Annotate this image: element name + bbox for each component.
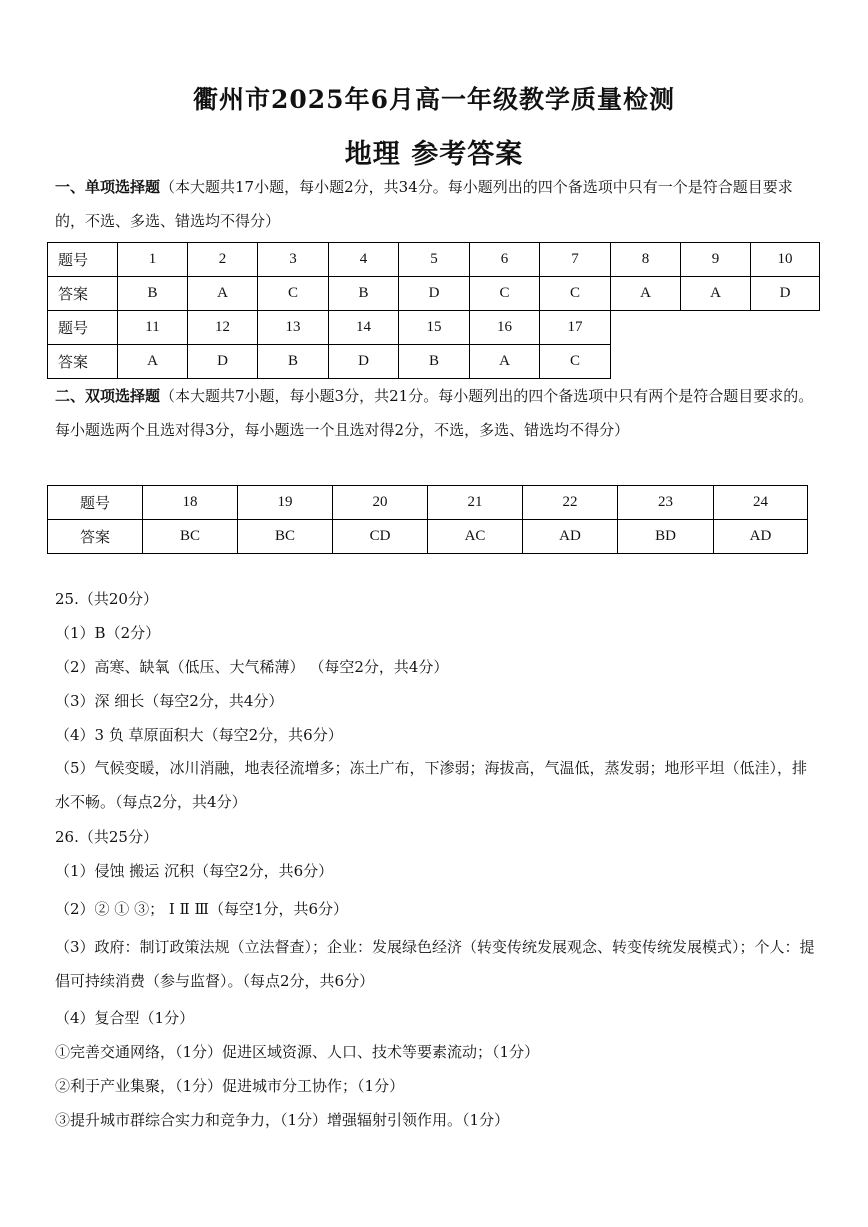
section1-intro	[55, 170, 815, 238]
row-label: 答案	[48, 345, 118, 379]
q25-answer-2: （2）高寒、缺氧（低压、大气稀薄） （每空2分，共4分）	[55, 658, 449, 676]
question-number: 3	[258, 243, 329, 277]
question-number: 21	[428, 486, 523, 520]
question-number: 19	[238, 486, 333, 520]
question-number: 12	[188, 311, 258, 345]
q26-point-1: ①完善交通网络，（1分）促进区域资源、人口、技术等要素流动；（1分）	[55, 1043, 540, 1061]
question-number: 15	[399, 311, 470, 345]
answer-cell: B	[258, 345, 329, 379]
page-title: 衢州市2025年6月高一年级教学质量检测	[193, 85, 675, 114]
empty-space	[611, 311, 820, 345]
table-row	[48, 486, 808, 520]
answer-cell: C	[540, 345, 611, 379]
table-row	[48, 277, 820, 311]
answer-cell: C	[470, 277, 540, 311]
question-number: 8	[611, 243, 681, 277]
q25-answer-1: （1）B（2分）	[55, 624, 161, 642]
q26-point-2: ②利于产业集聚，（1分）促进城市分工协作；（1分）	[55, 1077, 405, 1095]
question-number: 7	[540, 243, 611, 277]
q26-answer-2: （2）② ① ③； Ⅰ Ⅱ Ⅲ（每空1分，共6分）	[55, 900, 349, 918]
question-number: 2	[188, 243, 258, 277]
single-choice-answer-table	[47, 242, 820, 379]
question-number: 18	[143, 486, 238, 520]
answer-cell: A	[188, 277, 258, 311]
q26-answer-4: （4）复合型（1分）	[55, 1009, 195, 1027]
answer-cell: B	[329, 277, 399, 311]
question-number: 22	[523, 486, 618, 520]
section1-heading: 一、单项选择题	[55, 178, 161, 196]
question-number: 13	[258, 311, 329, 345]
answer-cell: BC	[143, 520, 238, 554]
question-number: 6	[470, 243, 540, 277]
answer-cell: AD	[714, 520, 808, 554]
row-label: 答案	[48, 277, 118, 311]
question-number: 4	[329, 243, 399, 277]
section2-heading: 二、双项选择题	[55, 387, 161, 405]
q25-answer-4: （4）3 负 草原面积大（每空2分，共6分）	[55, 726, 343, 744]
answer-cell: AC	[428, 520, 523, 554]
double-choice-answer-table	[47, 485, 808, 554]
answer-cell: C	[540, 277, 611, 311]
answer-cell: B	[399, 345, 470, 379]
answer-cell: D	[399, 277, 470, 311]
question-number: 11	[118, 311, 188, 345]
answer-cell: BC	[238, 520, 333, 554]
answer-cell: A	[470, 345, 540, 379]
question-number: 14	[329, 311, 399, 345]
table-row	[48, 345, 820, 379]
question-number: 24	[714, 486, 808, 520]
row-label: 答案	[48, 520, 143, 554]
question-number: 10	[751, 243, 820, 277]
answer-cell: B	[118, 277, 188, 311]
question-number: 9	[681, 243, 751, 277]
answer-cell: D	[188, 345, 258, 379]
section1-description: （本大题共17小题，每小题2分，共34分。每小题列出的四个备选项中只有一个是符合题目要求的，不选、多选、错选均不得分）	[55, 178, 793, 230]
q25-answer-5: （5）气候变暖，冰川消融，地表径流增多；冻土广布，下渗弱；海拔高，气温低，蒸发弱；地形平坦（低洼），排水不畅。（每点2分，共4分）	[55, 759, 808, 811]
q26-title: 26.（共25分）	[55, 828, 158, 846]
q26-answer-1: （1）侵蚀 搬运 沉积（每空2分，共6分）	[55, 862, 334, 880]
q26-point-3: ③提升城市群综合实力和竞争力，（1分）增强辐射引领作用。（1分）	[55, 1111, 510, 1129]
answer-cell: AD	[523, 520, 618, 554]
answer-cell: A	[681, 277, 751, 311]
table-row	[48, 311, 820, 345]
answer-cell: C	[258, 277, 329, 311]
question-number: 23	[618, 486, 714, 520]
question-number: 5	[399, 243, 470, 277]
answer-cell: A	[118, 345, 188, 379]
row-label: 题号	[48, 243, 118, 277]
row-label: 题号	[48, 486, 143, 520]
answer-cell: BD	[618, 520, 714, 554]
table-row	[48, 520, 808, 554]
answer-cell: A	[611, 277, 681, 311]
q25-answer-3: （3）深 细长（每空2分，共4分）	[55, 692, 284, 710]
answer-cell: D	[329, 345, 399, 379]
answer-cell: CD	[333, 520, 428, 554]
empty-space	[611, 345, 820, 379]
section2-description: （本大题共7小题，每小题3分，共21分。每小题列出的四个备选项中只有两个是符合题目要求的。每小题选两个且选对得3分，每小题选一个且选对得2分，不选，多选、错选均不得分）	[55, 387, 814, 439]
answer-cell: D	[751, 277, 820, 311]
table-row	[48, 243, 820, 277]
section2-intro	[55, 379, 815, 447]
question-number: 17	[540, 311, 611, 345]
question-number: 16	[470, 311, 540, 345]
page-subtitle: 地理 参考答案	[344, 139, 524, 170]
q25-title: 25.（共20分）	[55, 590, 158, 608]
q26-answer-3: （3）政府：制订政策法规（立法督查）；企业：发展绿色经济（转变传统发展观念、转变传统发展模式）；个人：提倡可持续消费（参与监督）。（每点2分，共6分）	[55, 938, 815, 990]
question-number: 1	[118, 243, 188, 277]
row-label: 题号	[48, 311, 118, 345]
question-number: 20	[333, 486, 428, 520]
